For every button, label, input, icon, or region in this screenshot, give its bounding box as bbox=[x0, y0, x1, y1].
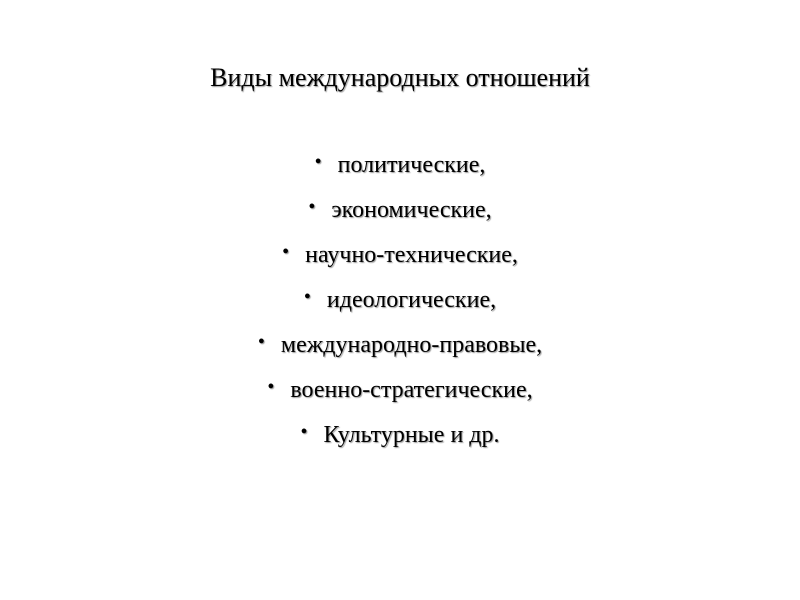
bullet-dot-icon: • bbox=[282, 241, 290, 263]
bullet-dot-icon: • bbox=[267, 376, 275, 398]
list-item bbox=[0, 413, 800, 458]
list-item bbox=[0, 188, 800, 233]
list-item bbox=[0, 278, 800, 323]
list-item bbox=[0, 233, 800, 278]
list-item-text: Культурные и др. bbox=[323, 422, 500, 448]
bullet-dot-icon: • bbox=[300, 421, 308, 443]
slide-title: Виды международных отношений bbox=[210, 63, 590, 92]
list-item bbox=[0, 368, 800, 413]
list-item bbox=[0, 143, 800, 188]
bullet-list bbox=[0, 143, 800, 458]
list-item-text: военно-стратегические, bbox=[290, 377, 533, 403]
list-item bbox=[0, 323, 800, 368]
bullet-dot-icon: • bbox=[303, 286, 311, 308]
bullet-dot-icon: • bbox=[314, 151, 322, 173]
bullet-dot-icon: • bbox=[308, 196, 316, 218]
list-item-text: экономические, bbox=[331, 197, 492, 223]
list-item-text: политические, bbox=[337, 152, 486, 178]
list-item-text: идеологические, bbox=[326, 287, 497, 313]
list-item-text: международно-правовые, bbox=[280, 332, 543, 358]
bullet-dot-icon: • bbox=[257, 331, 265, 353]
list-item-text: научно-технические, bbox=[305, 242, 518, 268]
